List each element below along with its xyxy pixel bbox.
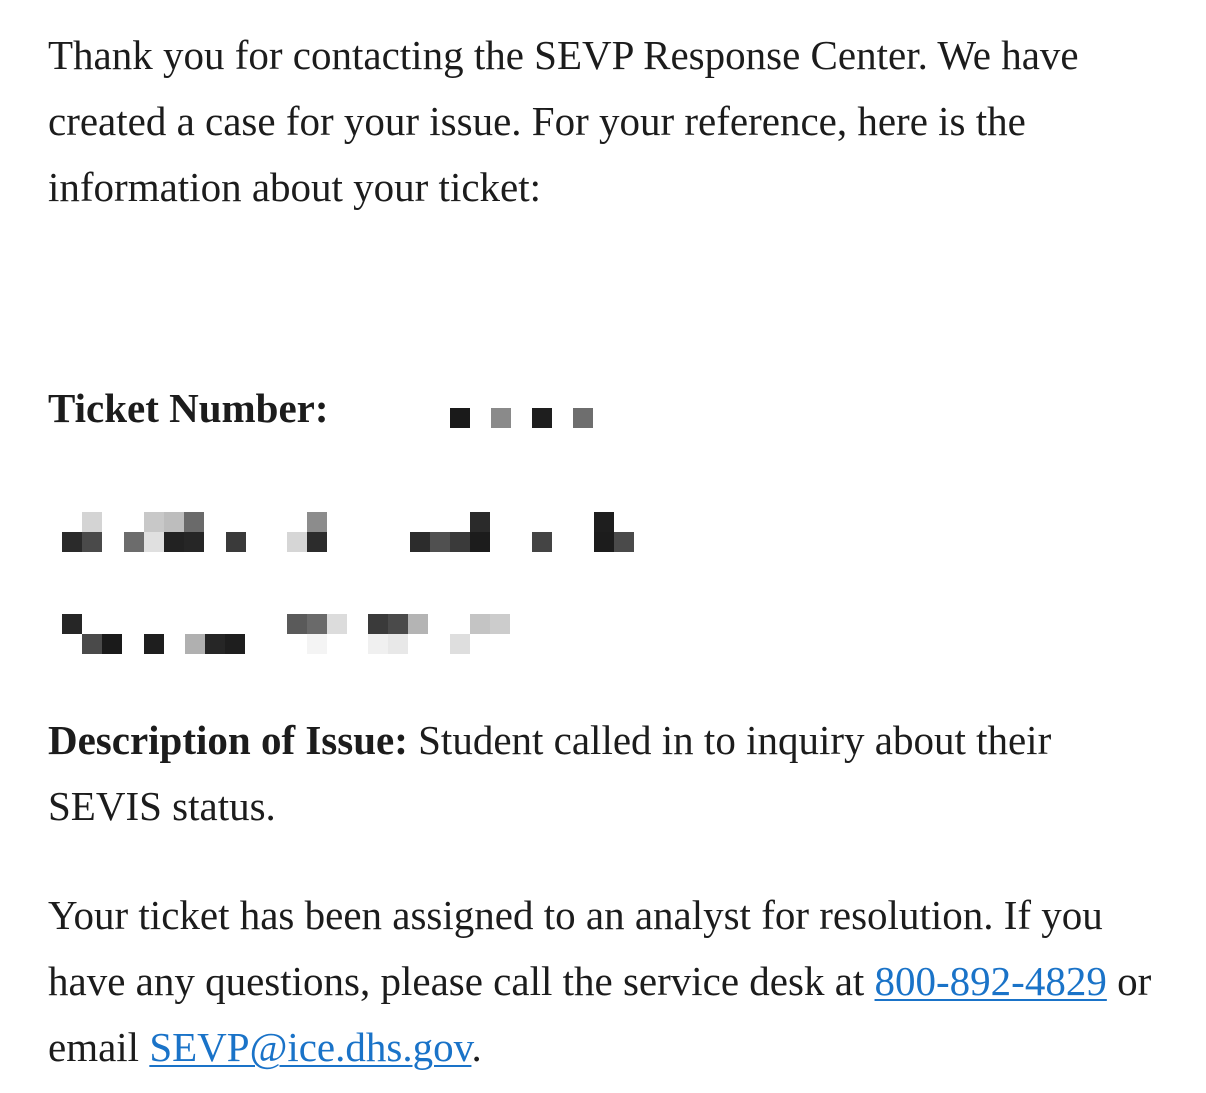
description-text: Student called in to inquiry about their SEVIS status. <box>48 717 1052 829</box>
ticket-number-label: Ticket Number: <box>48 385 329 431</box>
ticket-number-row <box>48 375 1168 441</box>
intro-paragraph: Thank you for contacting the SEVP Response Center. We have created a case for your issue. For your reference, here is the information about your ticket: <box>48 32 1079 210</box>
closing-text-2: or email <box>48 958 1152 1070</box>
phone-link[interactable]: 800-892-4829 <box>874 958 1107 1004</box>
closing-text-3: . <box>471 1024 482 1070</box>
closing-paragraph <box>48 882 1168 1080</box>
closing-text-1: Your ticket has been assigned to an analyst for resolution. If you have any questions, please call the service desk at <box>48 892 1103 1004</box>
email-link[interactable]: SEVP@ice.dhs.gov <box>149 1024 472 1070</box>
issue-description <box>48 707 1168 839</box>
description-label: Description of Issue: <box>48 717 408 763</box>
